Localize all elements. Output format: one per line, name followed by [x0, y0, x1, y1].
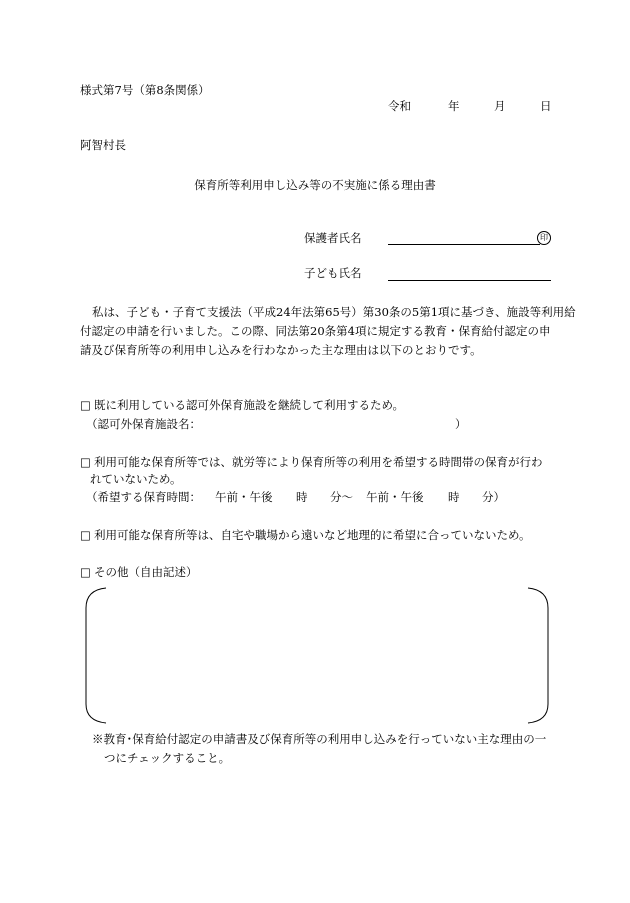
note-line-2: つにチェックすること。	[104, 751, 231, 765]
checkbox-icon[interactable]: □	[80, 528, 91, 542]
note-line-1: ※教育･保育給付認定の申請書及び保育所等の利用申し込みを行っていない主な理由の一	[92, 732, 547, 746]
checkbox-icon[interactable]: □	[80, 565, 91, 579]
facility-name-label: （認可外保育施設名：	[86, 417, 201, 431]
facility-name-close: ）	[455, 417, 467, 431]
child-name-label: 子ども氏名	[304, 266, 362, 280]
option-text: 既に利用している認可外保育施設を継続して利用するため。	[94, 398, 405, 412]
document-title: 保育所等利用申し込み等の不実施に係る理由書	[194, 178, 436, 192]
seal-mark: 印	[537, 231, 551, 245]
end-hour: 時	[448, 490, 460, 504]
option-text: その他（自由記述）	[94, 565, 198, 579]
date-month: 月	[494, 99, 506, 113]
desired-time-label: （希望する保育時間：	[86, 490, 201, 504]
date-era: 令和	[388, 99, 411, 113]
start-ampm: 午前・午後	[215, 490, 273, 504]
form-number: 様式第7号（第8条関係）	[80, 83, 210, 97]
body-line-1: 私は、子ども・子育て支援法（平成24年法第65号）第30条の5第1項に基づき、施設等利用給	[92, 305, 576, 319]
end-ampm: 午前・午後	[366, 490, 424, 504]
option-text: 利用可能な保育所等は、自宅や職場から遠いなど地理的に希望に合っていないため。	[94, 528, 531, 542]
option-text: 利用可能な保育所等では、就労等により保育所等の利用を希望する時間帯の保育が行わ	[94, 455, 543, 469]
checkbox-icon[interactable]: □	[80, 455, 91, 469]
end-minute: 分）	[482, 490, 505, 504]
free-text-area[interactable]	[100, 592, 534, 720]
date-year: 年	[448, 99, 460, 113]
start-minute: 分～	[330, 490, 353, 504]
start-hour: 時	[296, 490, 308, 504]
date-day: 日	[540, 99, 552, 113]
body-line-2: 付認定の申請を行いました。この際、同法第20条第4項に規定する教育・保育給付認定の申	[80, 324, 551, 338]
addressee: 阿智村長	[80, 138, 126, 152]
body-line-3: 請及び保育所等の利用申し込みを行わなかった主な理由は以下のとおりです。	[80, 343, 482, 357]
option-text-continued: れていないため。	[90, 472, 182, 486]
checkbox-icon[interactable]: □	[80, 398, 91, 412]
guardian-name-label: 保護者氏名	[304, 231, 362, 245]
